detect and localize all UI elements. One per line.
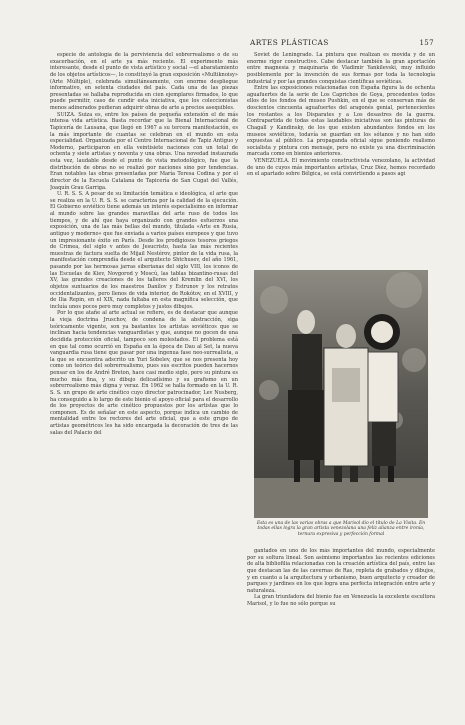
sculpture-box-figure — [324, 324, 368, 482]
right-text-column-top — [247, 52, 435, 262]
right-text-column-bottom — [247, 548, 435, 696]
paragraph: Por lo que atañe al arte actual se refiere, es de destacar que aunque la vieja doctrina Jruschov, de condena de la abstracción, siga teóricamente vigente, son ya bastantes los artistas soviéticos que se inclinan hacia tendencias vanguardistas y que, aunque no gocen de una decidida protección oficial, tampoco son molestados. El problema está en que tal como ocurrió en España en la época de Dau al Set, la nueva vanguardia rusa tiene que pasar por una ingenua fase neo-surrealista, a la que se encuentra adscrito un Yuri Sobelev, que se nos presenta hoy como un teórico del sobrerrealismo, pues sus escritos pueden hacernos pensar en los de André Breton, hace casi medio siglo, pero su pintura es mucho más fina, y su dibujo delicadísimo y su grafismo en un sobrerrealismo más digna y veraz. En 1962 se halla formado en la U. R. S. S. un grupo de arte cinético cuyo director patrocinador, Lev Nusberg, ha conseguido a lo largo de este bienio el apoyo oficial para el desarrollo de los proyectos de arte cinético propuestos por los artistas que lo componen. Es de señalar en este aspecto, porque indica un cambio de mentalidad entre los rectores del arte oficial, que a este grupo de artistas geométricos les ha sido encargada la decoración de tres de las salas del Palacio del — [50, 310, 238, 436]
paragraph: U. R. S. S. A pesar de su limitación temática e ideológica, el arte que se realiza en la U. R. S. S. se caracteriza por la calidad de la ejecución. El Gobierno soviético tiene además un interés especialísimo en informar al mundo sobre las grandes maravillas del arte ruso de todos los tiempos, y de ahí que haya organizado con grandes esfuerzos una exposición, una de las más bellas del mundo, titulada «Arte en Rusia, antiguo y moderno» que fue enviada a varios países europeos y que tuvo un impresionante éxito en París. Desde los prodigiosos tesoros griegos de Crimea, del siglo v antes de Jesucristo, hasta las más recientes muestras de factura suelta de Mijail Nestérov, pintor de la vida rusa, la manifestación comprendía desde el arquitecto Shtchusev, del año 1961, pasando por las hermosas jarras siberianas del siglo VIII, los iconos de las Escuelas de Kiev, Novgorod y Moscú, las tablas bizantino-rusas del XV, las grandes creaciones de los talleres del Kremlin del XVI, los objetos suntuarios de los maestros Danílov y Estrunov y los retratos occidentalizantes, pero llenos de vida interior, de Rokótov, en el XVIII, y de Ilia Repin, en el XIX, nada faltaba en esta magnífica selección, que incluía unos pocos pero muy completos y justos dibujos. — [50, 191, 238, 310]
header-title: ARTES PLÁSTICAS — [250, 38, 329, 47]
paragraph: especie de antología de la perviviencia del sobrerrealismo o de su exacerbación, en el arte ya más reciente. El experimento más interesante, desde el punto de vista artístico y social —el abaratamiento de los objetos artísticos—, lo constituyó la gran exposición «Multiknoisy» (Arte Múltiple), celebrada simultáneamente, con enorme despliegue informativo, en setenta ciudades del país. Cada una de las piezas presentadas se hallaba reproducida en cien ejemplares firmados, lo que puede permitir, caso de cundir esta iniciativa, que los coleccionistas menos adinerados pudieran adquirir obras de arte a precios asequibles. — [50, 52, 238, 111]
paragraph: SUIZA. Suiza es, entre los países de pequeña extensión el de más intensa vida artística. Basta recordar que la Bienal Internacional de Tapicería de Lausana, que llegó en 1967 a su tercera manifestación, es la más importante de cuantas se celebran en el mundo en esta especialidad. Organizada por el Centro Internacional de Tapiz Antiguo y Moderno, participaron en ella veintisiete naciones con un total de ochenta y siete artistas y noventa y una obras. Una novedad instaurada esta vez, laudable desde el punto de vista metodológico, fue que la distribución de obras no se realizó por naciones sino por tendencias. Eran notables las obras presentadas por María Teresa Codina y por el director de la Escuela Catalana de Tapicería de San Cugat del Vallés, Joaquín Grau Garriga. — [50, 111, 238, 191]
paragraph: La gran triunfadora del bienio fue en Venezuela la excelente escultora Marisol, y lo fue no sólo porque su — [247, 594, 435, 607]
paragraph: gantados en uno de los más importantes del mundo, especialmente por su soltura lineal. Son asimismo importantes las recientes ediciones de alta bibliofilia relacionadas con la creación artística del país, entre las que destacan las de las cavernas de Ras, repleta de grabados y dibujos, y en cuanto a la arquitectura y urbanismo, buen arquitecto y creador de parques y jardines en los que logra una perfecta integración entre arte y naturaleza. — [247, 548, 435, 594]
ground — [254, 478, 428, 518]
photo-illustration — [254, 270, 428, 518]
sculpture-photograph — [254, 270, 428, 518]
page-number: 157 — [419, 39, 434, 47]
paragraph: Entre las exposiciones relacionadas con España figura la de ochenta aguafuertes de la serie de Los Caprichos de Goya, procedentes todos ellos de los fondos del museo Pushkin, en el que se conservan más de doscientos cincuenta aguafuertes del aragonés genial, pertenecientes los restantes a los Disparates y a Los desastres de la guerra. Contrapartida de todas estas laudables iniciativas son las pinturas de Chagall y Kandinsky, de los que existen abundantes fondos en los museos soviéticos, todavía se guardan en los sótanos y no han sido expuestas al público. La propaganda oficial sigue poniendo realismo socialista y pintura con mensaje, pero no existe ya una discriminación marcada como en bienios anteriores. — [247, 85, 435, 158]
sculpture-figure-left — [288, 310, 326, 482]
paragraph: Soviet de Leningrado. La pintura que realizan es movida y de un enorme rigor constructivo. Cabe destacar también la gran aportación entre magnesia y maquinaria de Vladimir Yankilevski, muy influido posiblemente por la invención de sus formas por toda la tecnología industrial y por las grandes conquistas científicas soviéticas. — [247, 52, 435, 85]
running-header — [250, 38, 434, 52]
left-text-column — [50, 52, 238, 702]
paragraph: VENEZUELA. El movimiento constructivista venezolano, la actividad de uno de cuyos más importantes artistas, Cruz Díez, hemos recordado en el apartado sobre Bélgica, se está convirtiendo a pasos agi — [247, 158, 435, 178]
photo-caption: Esta es una de las varias obras a que Marisol dio el título de La Visita. En todas ellas logra la gran artista venezolana una feliz alianza entre ironía, ternura expresiva y perfección formal — [256, 521, 426, 537]
